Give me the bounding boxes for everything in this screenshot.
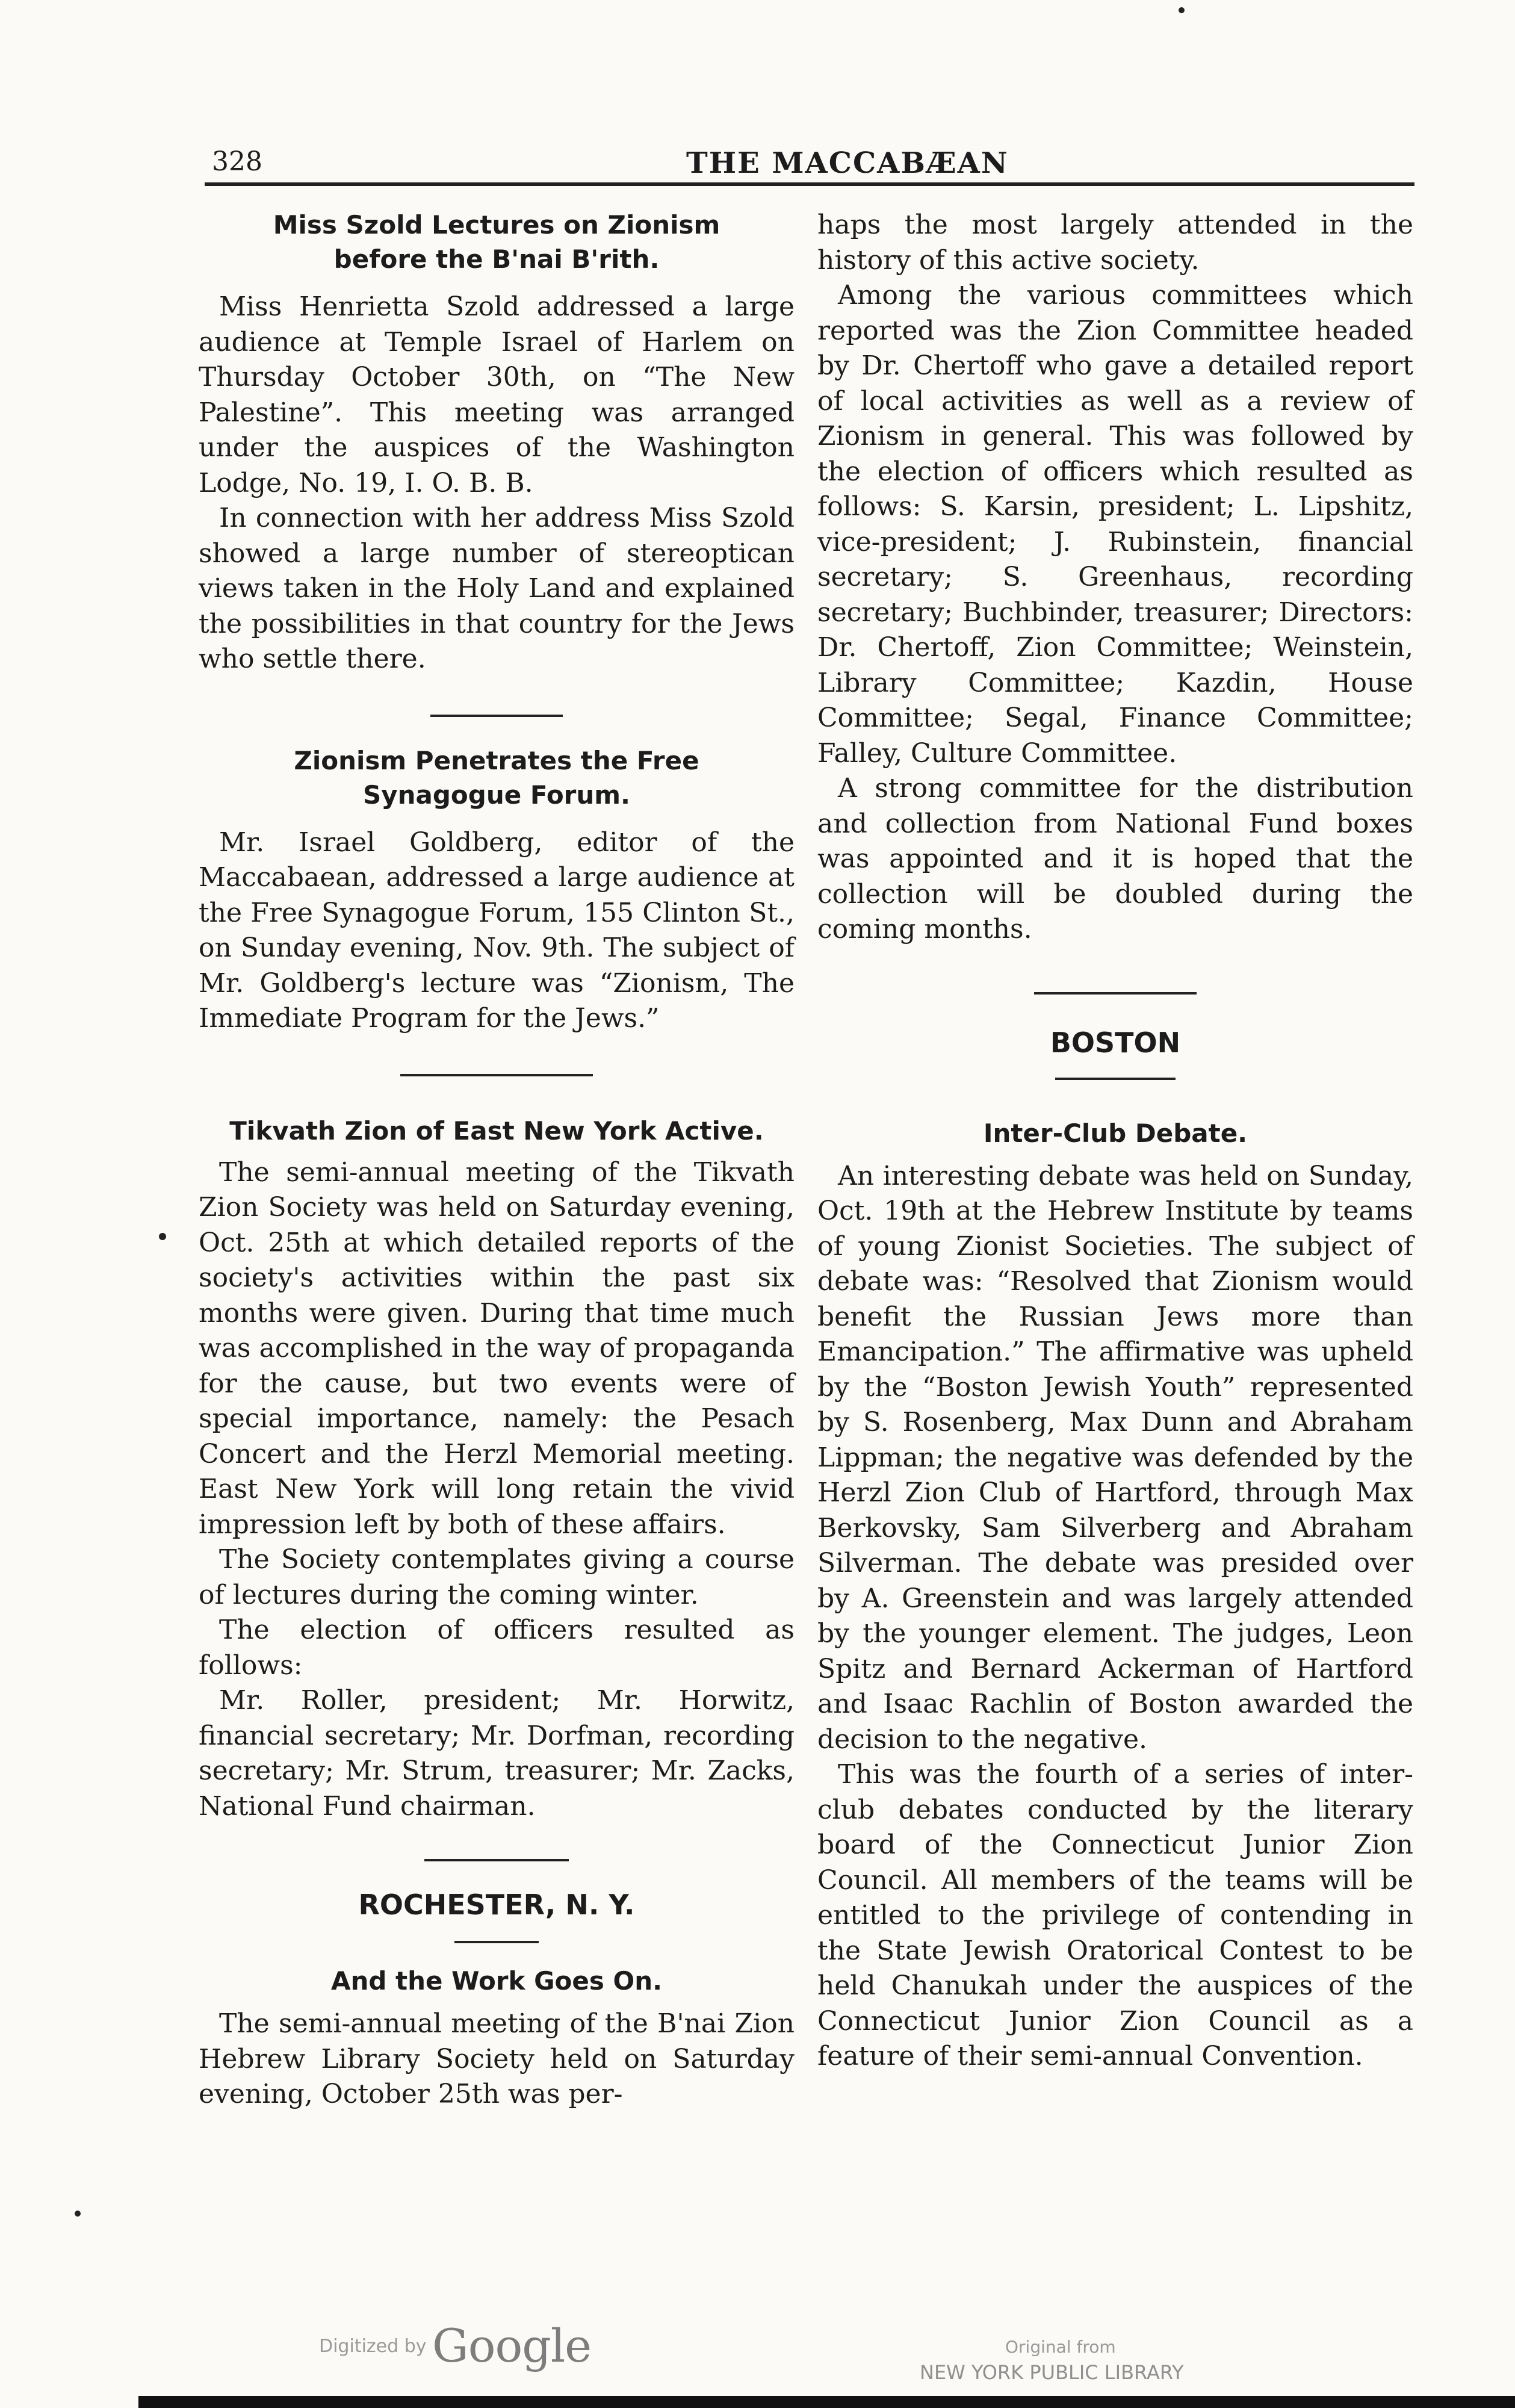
separator-rule bbox=[1034, 992, 1197, 995]
paragraph: Mr. Israel Goldberg, editor of the Maccabaean, addressed a large audience at the Free Synagogue Forum, 155 Clinton St., on Sunday evening, Nov. 9th. The subject of Mr. Goldberg's lecture was “Zionism, The Immediate Program for the Jews.” bbox=[199, 827, 795, 1034]
paragraph: Mr. Roller, president; Mr. Horwitz, financial secretary; Mr. Dorfman, recording secretary; Mr. Strum, treasurer; Mr. Zacks, National Fund chairman. bbox=[199, 1685, 795, 1822]
separator-rule bbox=[1055, 1078, 1176, 1080]
header-rule bbox=[205, 182, 1414, 186]
article-title: Miss Szold Lectures on Zionism before the B'nai B'rith. bbox=[273, 210, 720, 274]
paragraph: Miss Henrietta Szold addressed a large audience at Temple Israel of Harlem on Thursday October 30th, on “The New Palestine”. This meeting was arranged under the auspices of the Washington Lodge, No. 19, I. O. B. B. bbox=[199, 291, 795, 498]
separator-rule bbox=[430, 715, 563, 717]
scan-speck bbox=[1179, 7, 1185, 13]
left-column bbox=[199, 208, 795, 2112]
scan-edge-bar bbox=[138, 2396, 1515, 2408]
paragraph: haps the most largely attended in the history of this active society. bbox=[817, 209, 1413, 276]
right-column bbox=[817, 208, 1413, 2074]
scan-speck bbox=[75, 2211, 81, 2217]
article-title: And the Work Goes On. bbox=[330, 1966, 663, 1996]
paragraph: An interesting debate was held on Sunday, Oct. 19th at the Hebrew Institute by teams of young Zionist Societies. The subject of debate was: “Resolved that Zionism would benefit the Russian Jews more than Emancipation.” The affirmative was upheld by the “Boston Jewish Youth” represented by S. Rosenberg, Max Dunn and Abraham Lippman; the negative was defended by the Herzl Zion Club of Hartford, through Max Berkovsky, Sam Silverberg and Abraham Silverman. The debate was presided over by A. Greenstein and was largely attended by the younger element. The judges, Leon Spitz and Bernard Ackerman of Hartford and Isaac Rachlin of Boston awarded the decision to the negative. bbox=[817, 1160, 1413, 1755]
paragraph: The Society contemplates giving a course of lectures during the coming winter. bbox=[199, 1544, 795, 1610]
paragraph: The semi-annual meeting of the B'nai Zion Hebrew Library Society held on Saturday evening, October 25th was per- bbox=[199, 2008, 795, 2109]
separator-rule bbox=[454, 1941, 539, 1943]
article-title: Tikvath Zion of East New York Active. bbox=[229, 1116, 764, 1146]
section-heading: BOSTON bbox=[1050, 1026, 1181, 1059]
article-title: Zionism Penetrates the Free Synagogue Forum. bbox=[294, 745, 699, 810]
separator-rule bbox=[400, 1074, 593, 1076]
library-name: NEW YORK PUBLIC LIBRARY bbox=[920, 2361, 1184, 2384]
google-logo: Google bbox=[432, 2319, 592, 2372]
original-from-label: Original from bbox=[1005, 2337, 1116, 2357]
separator-rule bbox=[424, 1859, 569, 1861]
paragraph: In connection with her address Miss Szold showed a large number of stereoptican views taken in the Holy Land and explained the possibilities in that country for the Jews who settle there. bbox=[199, 503, 795, 674]
digitized-by-label: Digitized by bbox=[319, 2336, 427, 2357]
paragraph: Among the various committees which reported was the Zion Committee headed by Dr. Chertoff who gave a detailed report of local activities as well as a review of Zionism in general. This was followed by the election of officers which resulted as follows: S. Karsin, president; L. Lipshitz, vice-president; J. Rubinstein, financial secretary; S. Greenhaus, recording secretary; Buchbinder, treasurer; Directors: Dr. Chertoff, Zion Committee; Weinstein, Library Committee; Kazdin, House Committee; Segal, Finance Committee; Falley, Culture Committee. bbox=[817, 280, 1413, 769]
page-number: 328 bbox=[212, 146, 262, 177]
paragraph: The election of officers resulted as follows: bbox=[199, 1615, 795, 1681]
paragraph: This was the fourth of a series of inter-club debates conducted by the literary board of the Connecticut Junior Zion Council. All members of the teams will be entitled to the privilege of contending in the State Jewish Oratorical Contest to be held Chanukah under the auspices of the Connecticut Junior Zion Council as a feature of their semi-annual Convention. bbox=[817, 1759, 1413, 2071]
article-title: Inter-Club Debate. bbox=[983, 1118, 1248, 1148]
paragraph: The semi-annual meeting of the Tikvath Zion Society was held on Saturday evening, Oct. 25th at which detailed reports of the society's activities within the past six months were given. During that time much was accomplished in the way of propaganda for the cause, but two events were of special importance, namely: the Pesach Concert and the Herzl Memorial meeting. East New York will long retain the vivid impression left by both of these affairs. bbox=[199, 1156, 795, 1540]
scan-speck bbox=[159, 1233, 166, 1240]
paragraph: A strong committee for the distribution and collection from National Fund boxes was appointed and it is hoped that the collection will be doubled during the coming months. bbox=[817, 773, 1413, 945]
section-heading: ROCHESTER, N. Y. bbox=[358, 1888, 635, 1921]
running-head: THE MACCABÆAN bbox=[686, 146, 1009, 180]
